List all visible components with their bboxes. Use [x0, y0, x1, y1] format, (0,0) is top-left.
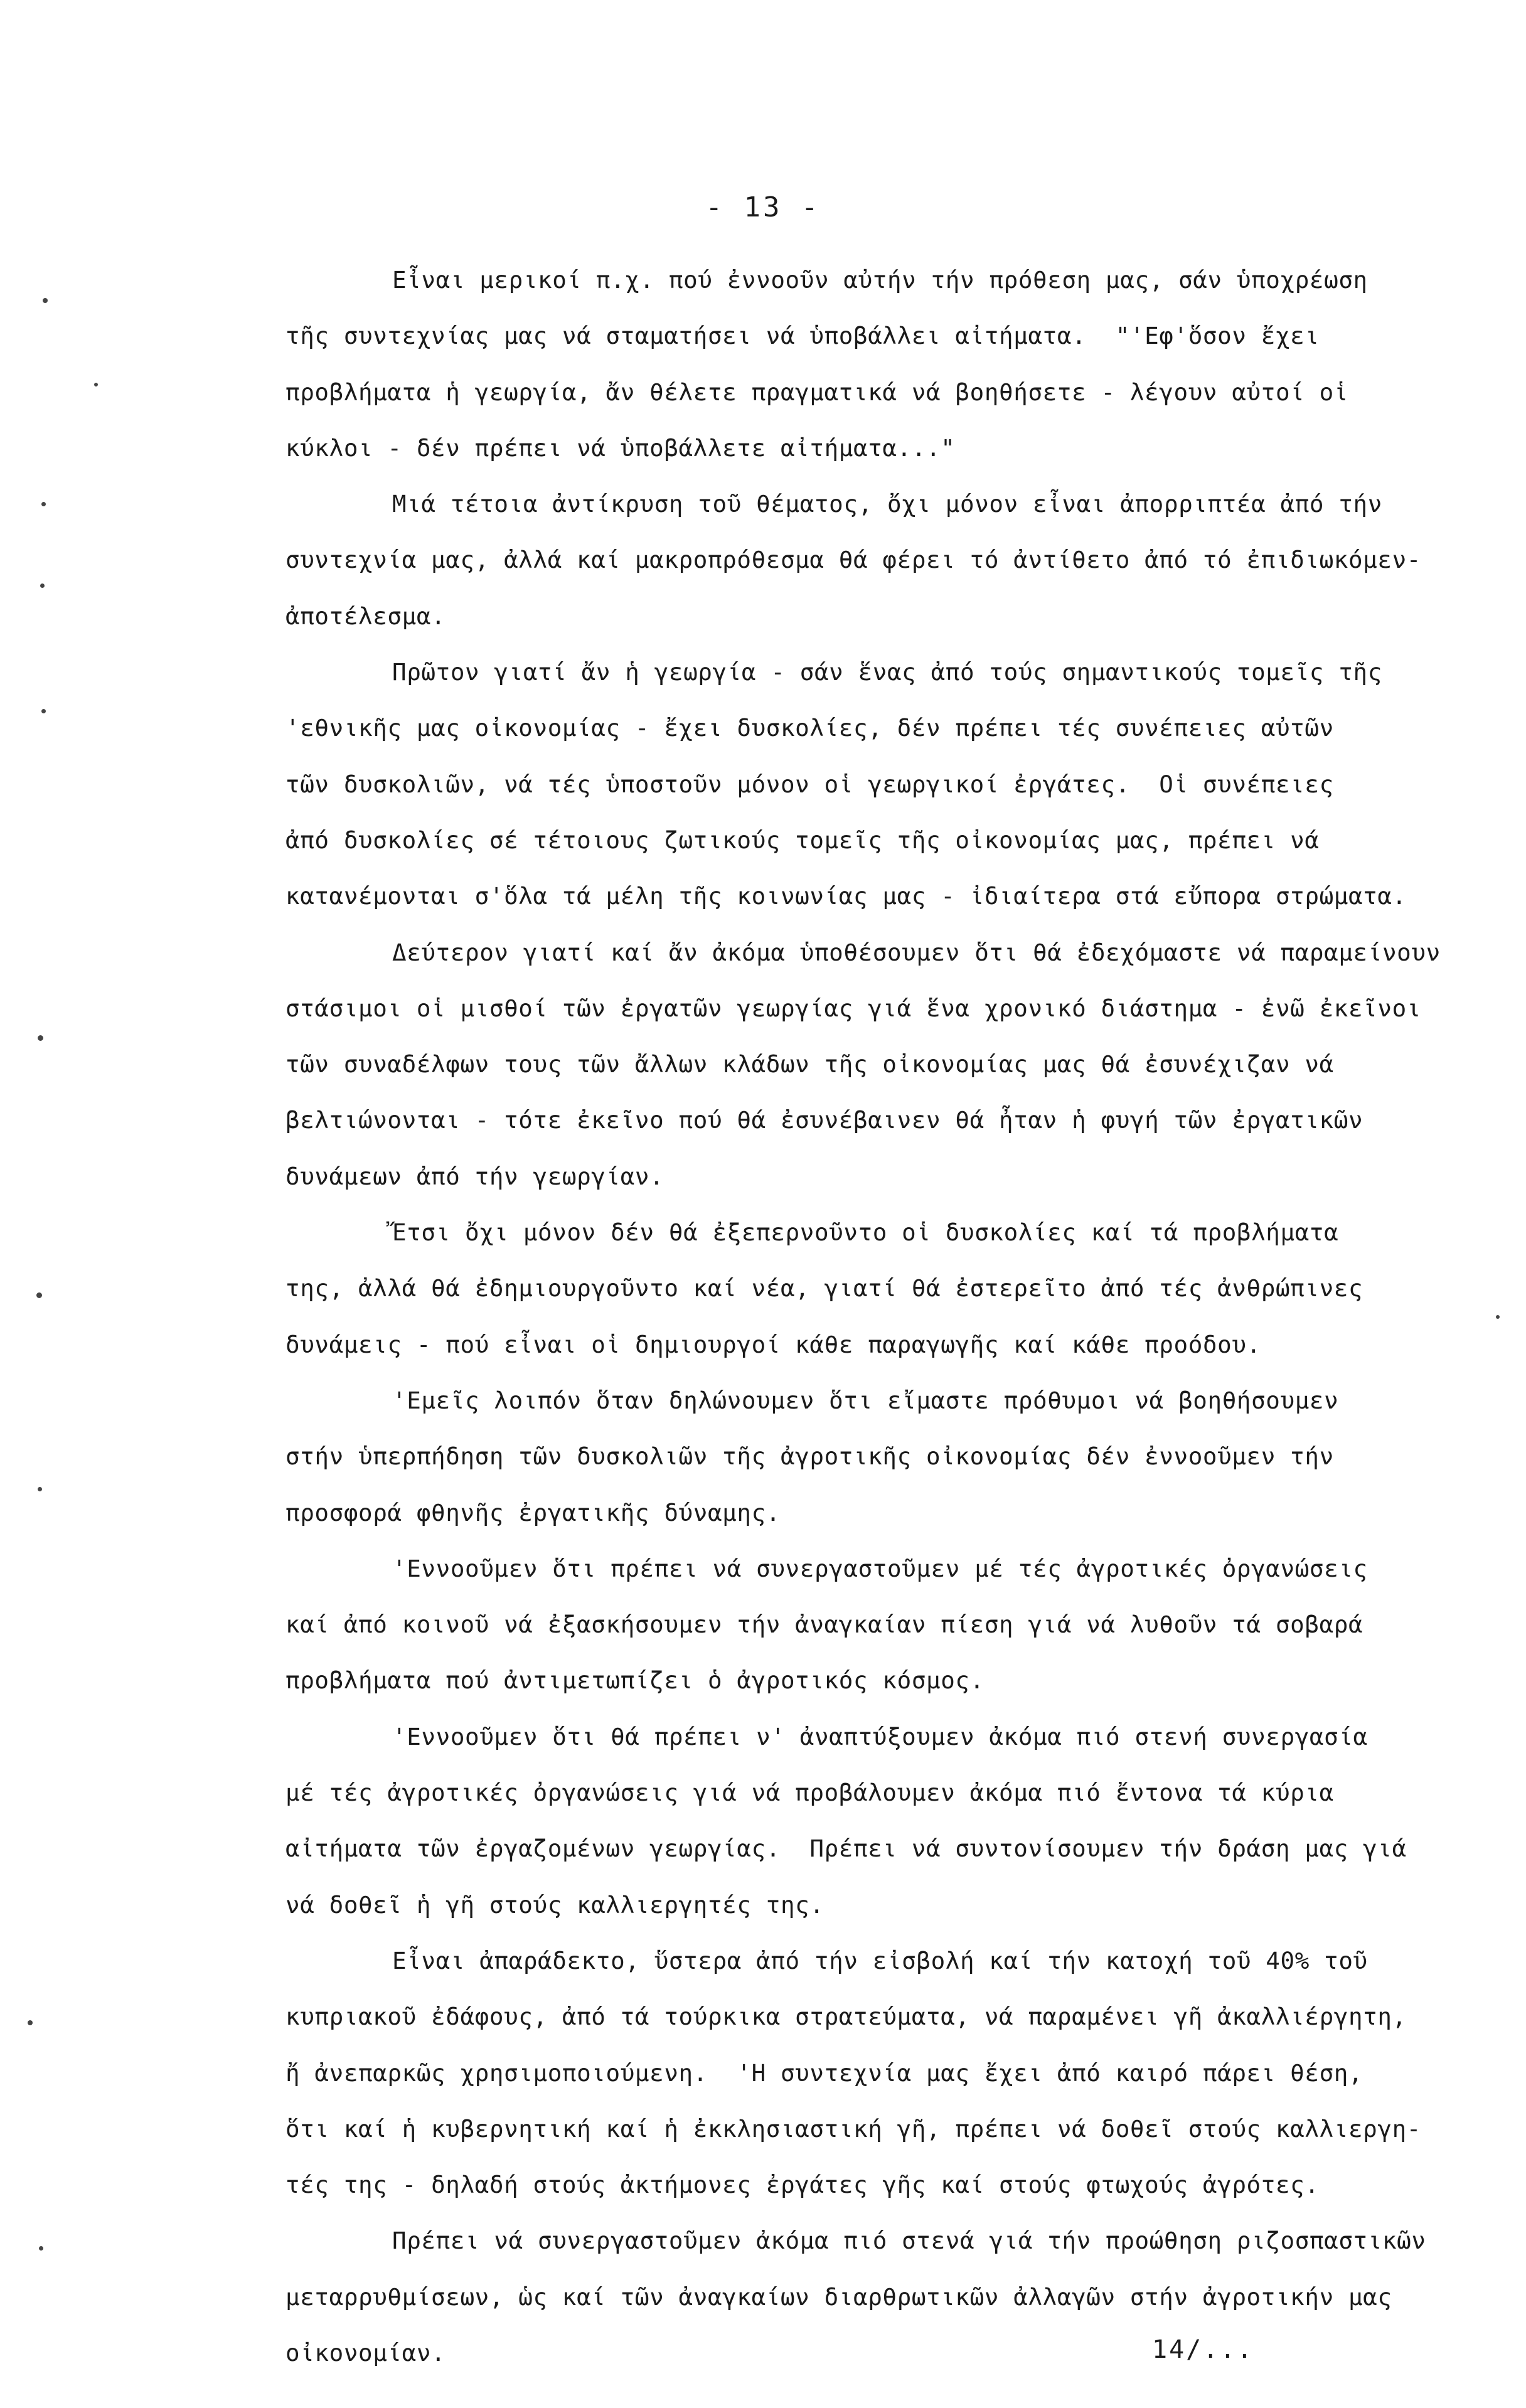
text-line: Δεύτερον γιατί καί ἄν ἀκόμα ὑποθέσουμεν ὅτι θά ἐδεχόμαστε νά παραμείνουν — [392, 938, 1441, 966]
text-line: ἀπό δυσκολίες σέ τέτοιους ζωτικούς τομεῖς τῆς οἰκονομίας μας, πρέπει νά — [285, 826, 1320, 854]
text-line: Ἔτσι ὄχι μόνον δέν θά ἐξεπερνοῦντο οἱ δυσκολίες καί τά προβλήματα — [392, 1218, 1339, 1247]
text-line: οἰκονομίαν. — [285, 2338, 446, 2367]
text-line: Πρῶτον γιατί ἄν ἡ γεωργία - σάν ἕνας ἀπό τούς σημαντικούς τομεῖς τῆς — [392, 658, 1382, 686]
scan-speck — [36, 1292, 42, 1298]
text-line: μεταρρυθμίσεων, ὡς καί τῶν ἀναγκαίων διαρθρωτικῶν ἀλλαγῶν στήν ἀγροτικήν μας — [285, 2283, 1392, 2311]
text-line: Μιά τέτοια ἀντίκρυση τοῦ θέματος, ὄχι μόνον εἶναι ἀπορριπτέα ἀπό τήν — [392, 490, 1382, 518]
scan-speck — [39, 2246, 43, 2251]
text-line: τῶν συναδέλφων τους τῶν ἄλλων κλάδων τῆς οἰκονομίας μας θά ἐσυνέχιζαν νά — [285, 1050, 1334, 1079]
text-line: προβλήματα ἡ γεωργία, ἄν θέλετε πραγματικά νά βοηθήσετε - λέγουν αὐτοί οἱ — [285, 378, 1348, 406]
scan-speck — [38, 1487, 42, 1491]
text-line: προσφορά φθηνῆς ἐργατικῆς δύναμης. — [285, 1498, 781, 1526]
text-line: ὅτι καί ἡ κυβερνητική καί ἡ ἐκκλησιαστική γῆ, πρέπει νά δοθεῖ στούς καλλιεργη- — [285, 2114, 1421, 2143]
scan-speck — [94, 383, 98, 386]
scan-speck — [38, 1035, 43, 1041]
scan-speck — [1496, 1315, 1500, 1319]
text-line: συντεχνία μας, ἀλλά καί μακροπρόθεσμα θά φέρει τό ἀντίθετο ἀπό τό ἐπιδιωκόμεν- — [285, 546, 1421, 574]
text-line: Εἶναι ἀπαράδεκτο, ὕστερα ἀπό τήν εἰσβολή καί τήν κατοχή τοῦ 40% τοῦ — [392, 1946, 1368, 1974]
text-line: τῶν δυσκολιῶν, νά τές ὑποστοῦν μόνον οἱ γεωργικοί ἐργάτες. Οἱ συνέπειες — [285, 770, 1334, 798]
text-line: τές της - δηλαδή στούς ἀκτήμονες ἐργάτες γῆς καί στούς φτωχούς ἀγρότες. — [285, 2171, 1320, 2199]
text-line: της, ἀλλά θά ἐδημιουργοῦντο καί νέα, γιατί θά ἐστερεῖτο ἀπό τές ἀνθρώπινες — [285, 1274, 1363, 1303]
text-line: δυνάμεων ἀπό τήν γεωργίαν. — [285, 1162, 664, 1190]
text-line: καί ἀπό κοινοῦ νά ἐξασκήσουμεν τήν ἀναγκαίαν πίεση γιά νά λυθοῦν τά σοβαρά — [285, 1611, 1363, 1639]
text-line: Πρέπει νά συνεργαστοῦμεν ἀκόμα πιό στενά γιά τήν προώθηση ριζοσπαστικῶν — [392, 2227, 1426, 2255]
text-line: κυπριακοῦ ἐδάφους, ἀπό τά τούρκικα στρατεύματα, νά παραμένει γῆ ἀκαλλιέργητη, — [285, 2003, 1407, 2031]
text-line: στάσιμοι οἱ μισθοί τῶν ἐργατῶν γεωργίας γιά ἕνα χρονικό διάστημα - ἐνῶ ἐκεῖνοι — [285, 994, 1421, 1022]
scan-speck — [28, 2020, 33, 2025]
text-line: αἰτήματα τῶν ἐργαζομένων γεωργίας. Πρέπει νά συντονίσουμεν τήν δράση μας γιά — [285, 1835, 1407, 1863]
scan-speck — [40, 583, 45, 588]
text-line: 'εθνικῆς μας οἰκονομίας - ἔχει δυσκολίες, δέν πρέπει τές συνέπειες αὐτῶν — [285, 714, 1334, 742]
page-number: - 13 - — [705, 191, 821, 223]
continuation-marker: 14/... — [1152, 2335, 1254, 2364]
text-line: 'Εννοοῦμεν ὅτι θά πρέπει ν' ἀναπτύξουμεν ἀκόμα πιό στενή συνεργασία — [392, 1722, 1368, 1750]
text-line: ἤ ἀνεπαρκῶς χρησιμοποιούμενη. 'Η συντεχνία μας ἔχει ἀπό καιρό πάρει θέση, — [285, 2059, 1363, 2087]
text-line: Εἶναι μερικοί π.χ. πού ἐννοοῦν αὐτήν τήν πρόθεση μας, σάν ὑποχρέωση — [392, 266, 1368, 294]
scan-speck — [43, 298, 48, 303]
text-line: βελτιώνονται - τότε ἐκεῖνο πού θά ἐσυνέβαινεν θά ἦταν ἡ φυγή τῶν ἐργατικῶν — [285, 1106, 1363, 1134]
text-line: κύκλοι - δέν πρέπει νά ὑποβάλλετε αἰτήματα..." — [285, 434, 956, 462]
text-line: μέ τές ἀγροτικές ὀργανώσεις γιά νά προβάλουμεν ἀκόμα πιό ἔντονα τά κύρια — [285, 1779, 1334, 1807]
text-line: δυνάμεις - πού εἶναι οἱ δημιουργοί κάθε παραγωγῆς καί κάθε προόδου. — [285, 1330, 1261, 1358]
text-line: στήν ὑπερπήδηση τῶν δυσκολιῶν τῆς ἀγροτικῆς οἰκονομίας δέν ἐννοοῦμεν τήν — [285, 1442, 1334, 1471]
text-line: 'Εννοοῦμεν ὅτι πρέπει νά συνεργαστοῦμεν μέ τές ἀγροτικές ὀργανώσεις — [392, 1554, 1368, 1582]
text-line: προβλήματα πού ἀντιμετωπίζει ὁ ἀγροτικός κόσμος. — [285, 1666, 984, 1695]
text-line: νά δοθεῖ ἡ γῆ στούς καλλιεργητές της. — [285, 1890, 824, 1919]
scan-speck — [41, 502, 46, 506]
text-line: 'Εμεῖς λοιπόν ὅταν δηλώνουμεν ὅτι εἴμαστε πρόθυμοι νά βοηθήσουμεν — [392, 1386, 1339, 1414]
text-line: τῆς συντεχνίας μας νά σταματήσει νά ὑποβάλλει αἰτήματα. "'Εφ'ὅσον ἔχει — [285, 322, 1320, 350]
text-line: ἀποτέλεσμα. — [285, 602, 446, 630]
scan-speck — [41, 709, 46, 713]
body-text — [285, 252, 1526, 2381]
text-line: κατανέμονται σ'ὅλα τά μέλη τῆς κοινωνίας μας - ἰδιαίτερα στά εὔπορα στρώματα. — [285, 882, 1407, 910]
